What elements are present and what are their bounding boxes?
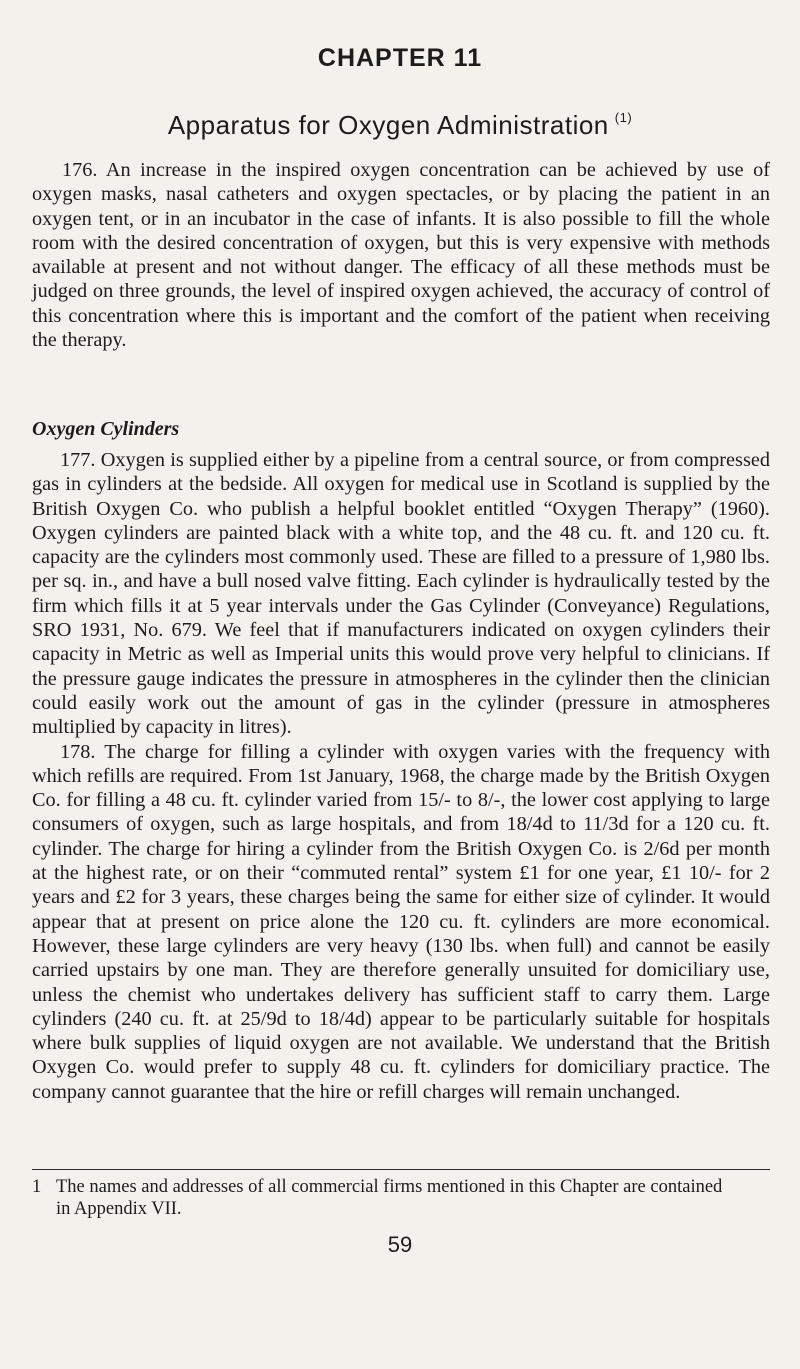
footnote-divider	[32, 1169, 770, 1170]
footnote	[32, 1176, 770, 1220]
title-text: Apparatus for Oxygen Administration	[167, 110, 609, 140]
section-heading: Oxygen Cylinders	[32, 418, 180, 440]
page-number: 59	[387, 1232, 413, 1257]
footnote-text-continued: in Appendix VII.	[56, 1199, 182, 1219]
chapter-label: CHAPTER 11	[317, 44, 483, 72]
title-footnote-mark: (1)	[614, 110, 633, 125]
page-title	[0, 110, 800, 141]
body-section-cylinders	[32, 448, 770, 1104]
paragraph-178: 178. The charge for filling a cylinder with oxygen varies with the frequency with which refills are required. From 1st January, 1968, the charge made by the British Oxygen Co. for filling a 48 cu. ft. cylinder varied from 15/- to 8/-, the lower cost applying to large consumers of oxygen, such as large hospitals, and from 18/4d to 11/3d for a 120 cu. ft. cylinder. The charge for hiring a cylinder from the British Oxygen Co. is 2/6d per month at the highest rate, or on their “commuted rental” system £1 for one year, £1 10/- for 2 years and £2 for 3 years, these charges being the same for either size of cylinder. It would appear that at present on price alone the 120 cu. ft. cylinders are more economical. However, these large cylinders are very heavy (130 lbs. when full) and cannot be easily carried upstairs by one man. They are therefore generally unsuited for domiciliary use, unless the chemist who undertakes delivery has sufficient staff to carry them. Large cylinders (240 cu. ft. at 25/9d to 18/4d) appear to be particularly suitable for hospitals where bulk supplies of liquid oxygen are not available. We understand that the British Oxygen Co. would prefer to supply 48 cu. ft. cylinders for domiciliary practice. The company cannot guarantee that the hire or refill charges will remain unchanged.	[32, 740, 770, 1103]
footnote-number: 1	[32, 1177, 42, 1197]
paragraph-176: 176. An increase in the inspired oxygen concentration can be achieved by use of oxygen masks, nasal catheters and oxygen spectacles, or by placing the patient in an oxygen tent, or in an incubator in the case of infants. It is also possible to fill the whole room with the desired concentration of oxygen, but this is very expensive with methods available at present and not without danger. The efficacy of all these methods must be judged on three grounds, the level of inspired oxygen achieved, the accuracy of control of this concentration where this is important and the comfort of the patient when receiving the therapy.	[32, 159, 770, 352]
body-section-intro	[32, 158, 770, 352]
footnote-text: The names and addresses of all commercial firms mentioned in this Chapter are contained	[56, 1177, 723, 1197]
paragraph-177: 177. Oxygen is supplied either by a pipeline from a central source, or from compressed gas in cylinders at the bedside. All oxygen for medical use in Scotland is supplied by the British Oxygen Co. who publish a helpful booklet entitled “Oxygen Therapy” (1960). Oxygen cylinders are painted black with a white top, and the 48 cu. ft. and 120 cu. ft. capacity are the cylinders most commonly used. These are filled to a pressure of 1,980 lbs. per sq. in., and have a bull nosed valve fitting. Each cylinder is hydraulically tested by the firm which fills it at 5 year intervals under the Gas Cylinder (Conveyance) Regulations, SRO 1931, No. 679. We feel that if manufacturers indicated on oxygen cylinders their capacity in Metric as well as Imperial units this would prove very helpful to clinicians. If the pressure gauge indicates the pressure in atmospheres in the cylinder then the clinician could easily work out the amount of gas in the cylinder (pressure in atmospheres multiplied by capacity in litres).	[32, 449, 770, 739]
